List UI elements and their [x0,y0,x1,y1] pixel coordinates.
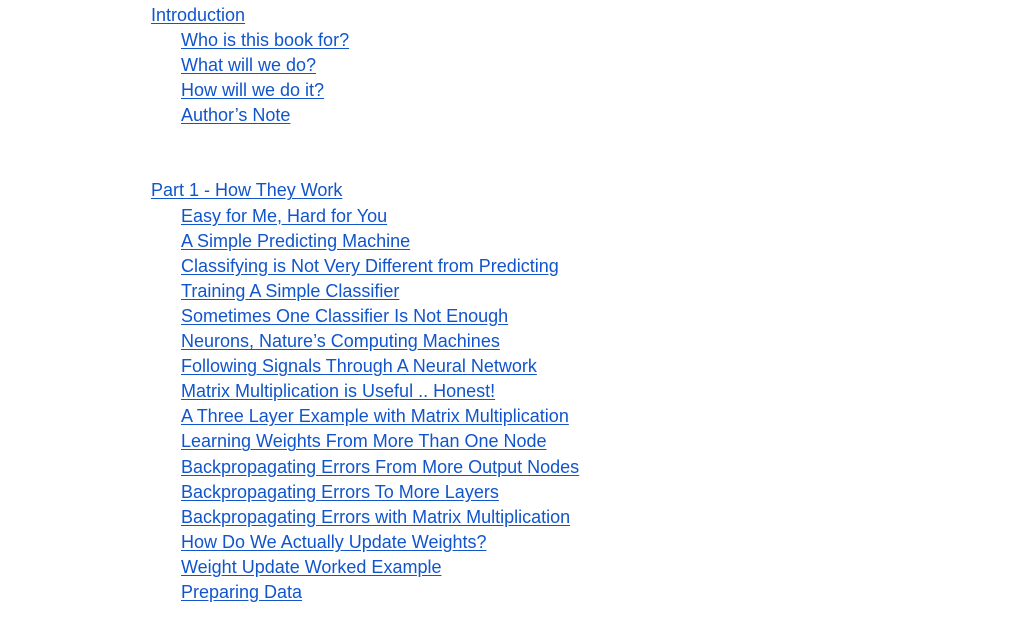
toc-section-introduction [151,3,851,128]
toc-link-preparing-data[interactable]: Preparing Data [181,581,303,602]
toc-link-backprop-matrix-multiplication[interactable]: Backpropagating Errors with Matrix Multiplication [181,506,571,527]
toc-link-backprop-more-output-nodes[interactable]: Backpropagating Errors From More Output Nodes [181,456,580,477]
toc-link-update-weights[interactable]: How Do We Actually Update Weights? [181,531,487,552]
toc-link-one-classifier-not-enough[interactable]: Sometimes One Classifier Is Not Enough [181,305,509,326]
toc-link-simple-predicting-machine[interactable]: A Simple Predicting Machine [181,230,411,251]
toc-link-learning-weights[interactable]: Learning Weights From More Than One Node [181,431,547,452]
toc-link-following-signals[interactable]: Following Signals Through A Neural Network [181,356,537,377]
toc-link-introduction[interactable]: Introduction [151,5,246,25]
toc-link-classifying-vs-predicting[interactable]: Classifying is Not Very Different from Predicting [181,255,559,276]
toc-link-training-simple-classifier[interactable]: Training A Simple Classifier [181,280,400,301]
toc-link-backprop-more-layers[interactable]: Backpropagating Errors To More Layers [181,481,499,502]
toc-link-three-layer-example[interactable]: A Three Layer Example with Matrix Multiplication [181,406,569,427]
table-of-contents [151,3,851,605]
toc-link-what-will-we-do[interactable]: What will we do? [181,55,317,76]
toc-link-how-will-we-do-it[interactable]: How will we do it? [181,80,325,101]
toc-link-easy-for-me[interactable]: Easy for Me, Hard for You [181,205,388,226]
toc-link-matrix-multiplication-useful[interactable]: Matrix Multiplication is Useful .. Honest! [181,381,496,402]
toc-link-who-is-this-book-for[interactable]: Who is this book for? [181,30,350,51]
toc-section-part-1 [151,178,851,605]
toc-link-weight-update-example[interactable]: Weight Update Worked Example [181,556,442,577]
toc-link-authors-note[interactable]: Author’s Note [181,105,291,126]
toc-link-neurons[interactable]: Neurons, Nature’s Computing Machines [181,331,500,352]
toc-link-part-1[interactable]: Part 1 - How They Work [151,180,343,201]
